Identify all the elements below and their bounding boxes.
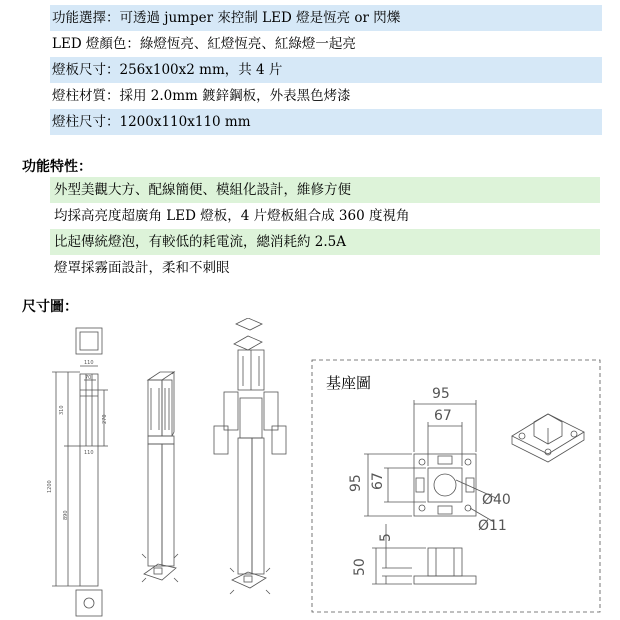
dim-diameter-40: Ø40 <box>482 492 511 508</box>
spec-pole-material: 燈柱材質：採用 2.0mm 鍍鋅鋼板，外表黑色烤漆 <box>52 88 351 104</box>
middle-pole-drawing <box>142 372 178 582</box>
dim-95-left: 95 <box>348 474 364 492</box>
spec-list <box>50 5 602 135</box>
dim-lower-height: 890 <box>63 510 69 520</box>
dim-upper-left: 310 <box>59 405 65 415</box>
features-list <box>50 177 600 281</box>
dim-95-top: 95 <box>432 386 450 402</box>
dimension-title: 尺寸圖： <box>22 299 78 315</box>
spec-led-color: LED 燈顏色：綠燈恆亮、紅燈恆亮、紅綠燈一起亮 <box>52 36 356 52</box>
base-plate-top-view <box>364 400 496 522</box>
spec-function: 功能選擇：可透過 jumper 來控制 LED 燈是恆亮 or 閃爍 <box>50 5 602 31</box>
feature-lampshade: 燈罩採霧面設計，柔和不刺眼 <box>54 260 230 276</box>
dim-diameter-11: Ø11 <box>478 518 507 534</box>
dim-inner-width: 70 <box>85 375 92 381</box>
features-title: 功能特性： <box>22 159 92 175</box>
base-isometric-view <box>512 414 584 462</box>
feature-led-board: 均採高亮度超廣角 LED 燈板，4 片燈板組合成 360 度視角 <box>54 208 410 224</box>
dim-top-width: 110 <box>84 360 94 366</box>
dim-total-height: 1200 <box>47 480 53 493</box>
dim-small-label: 110 <box>84 450 94 456</box>
dim-67-top: 67 <box>434 408 452 424</box>
spec-board-size: 燈板尺寸：256x100x2 mm，共 4 片 <box>50 57 602 83</box>
spec-pole-size: 燈柱尺寸：1200x110x110 mm <box>50 109 602 135</box>
feature-power: 比起傳統燈泡，有較低的耗電流，總消耗約 2.5A <box>50 229 600 255</box>
left-pole-drawing <box>52 328 108 616</box>
exploded-pole-drawing <box>214 318 286 594</box>
dim-50: 50 <box>352 558 368 576</box>
base-plate-side-view <box>372 524 476 584</box>
base-diagram-title: 基座圖 <box>326 374 372 392</box>
dim-67-left: 67 <box>370 472 386 490</box>
feature-appearance: 外型美觀大方、配線簡便、模組化設計，維修方便 <box>50 177 600 203</box>
dim-5: 5 <box>378 533 394 542</box>
dimension-drawing <box>0 318 620 620</box>
dim-upper-right: 270 <box>102 414 108 424</box>
